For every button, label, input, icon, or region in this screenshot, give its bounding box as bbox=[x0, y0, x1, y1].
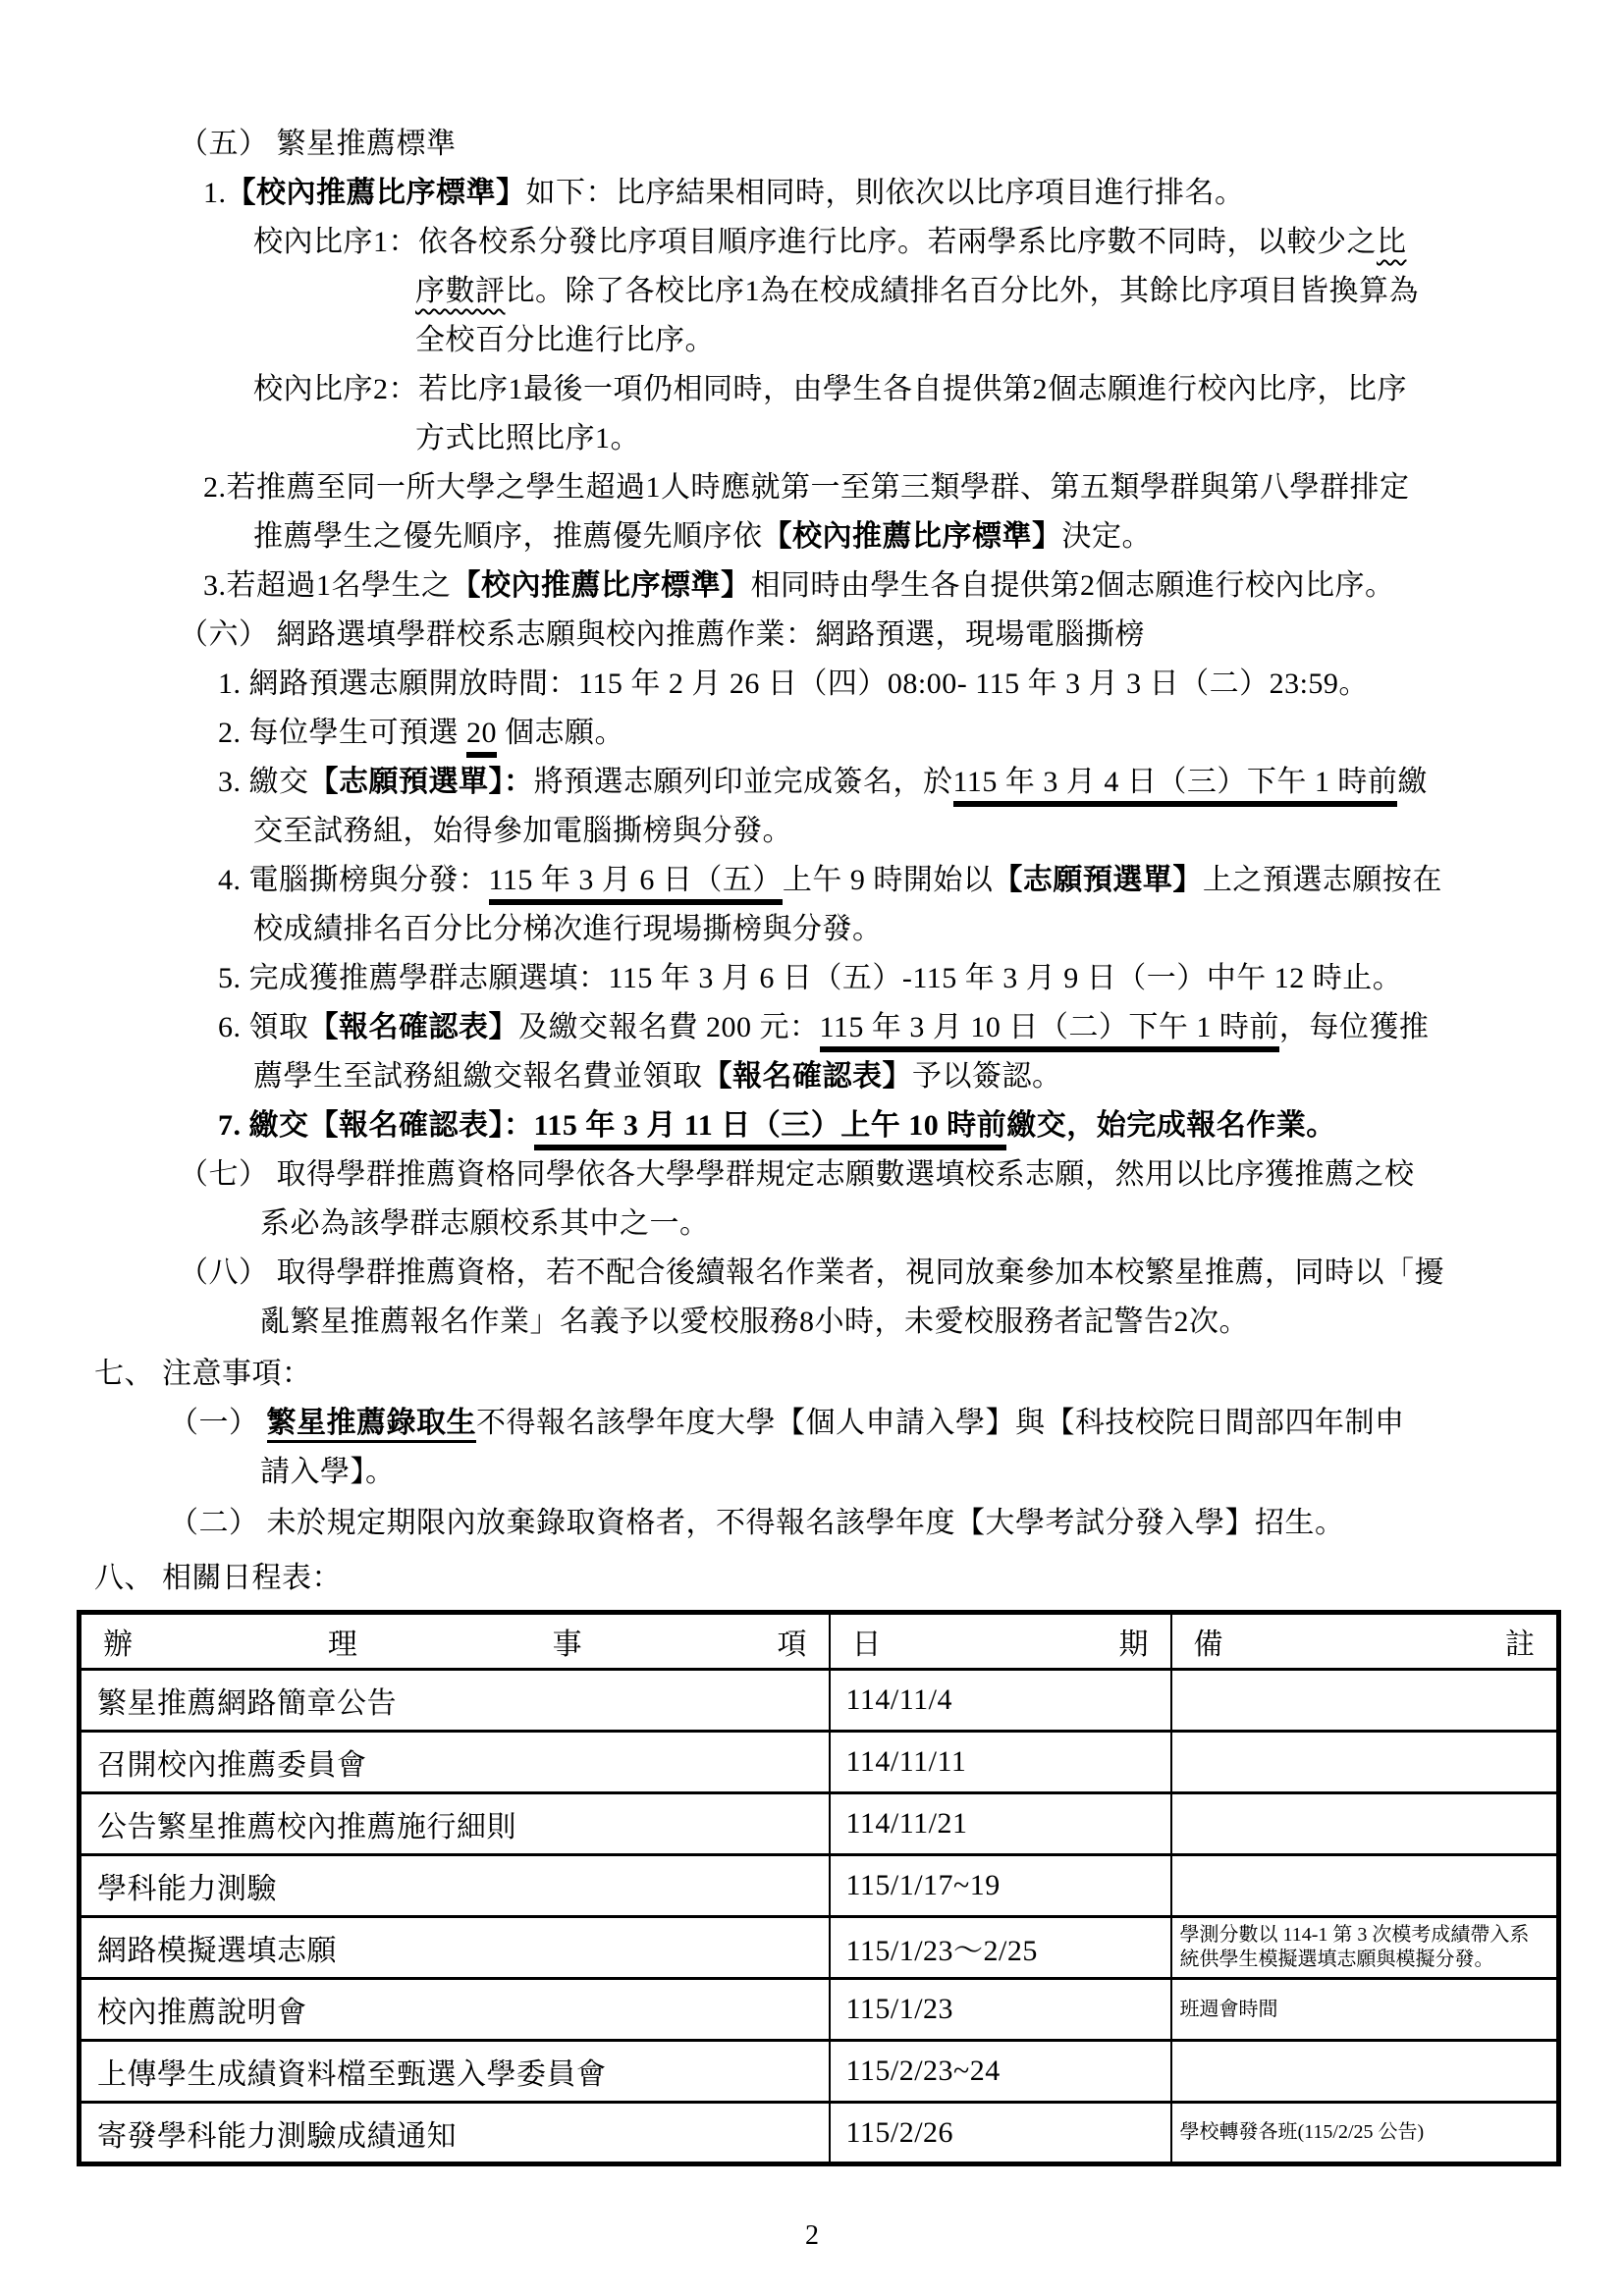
text-segment: 及繳交報名費 200 元： bbox=[518, 1011, 820, 1043]
text-segment: 比。除了各校比序1為在校成績排名百分比外，其餘比序項目皆換算為 bbox=[505, 275, 1419, 307]
rule-order-2-line-2 bbox=[415, 414, 640, 463]
date-text: 114/11/21 bbox=[845, 1807, 968, 1840]
notes-item-2 bbox=[169, 1499, 1345, 1548]
text-segment: 上之預選志願按在 bbox=[1202, 864, 1442, 896]
text-segment: 2.若推薦至同一所大學之學生超過1人時應就第一至第三類學群、第五類學群與第八學群排定 bbox=[203, 471, 1410, 504]
cell-note bbox=[1171, 1670, 1559, 1732]
text-segment: 決定。 bbox=[1061, 520, 1152, 553]
table-row bbox=[80, 1917, 1559, 1979]
cell-note bbox=[1171, 2103, 1559, 2164]
cell-note bbox=[1171, 1855, 1559, 1917]
text-segment: 7. 繳交【報名確認表】： bbox=[218, 1109, 534, 1142]
text-segment: 3. 繳交 bbox=[218, 766, 309, 798]
note-text: 班週會時間 bbox=[1179, 1998, 1278, 2020]
item-text: 學科能力測驗 bbox=[97, 1873, 277, 1905]
text-segment: 如下：比序結果相同時，則依次以比序項目進行排名。 bbox=[525, 177, 1245, 209]
item-text: 上傳學生成績資料檔至甄選入學委員會 bbox=[97, 2058, 607, 2091]
text-segment: 115 年 3 月 6 日（五） bbox=[489, 864, 783, 905]
text-segment: 校內比序1：依各校系分發比序項目順序進行比序。若兩學系比序數不同時，以較少之 bbox=[253, 226, 1377, 258]
text-segment: 【報名確認表】 bbox=[702, 1060, 912, 1093]
text-segment: 全校百分比進行比序。 bbox=[415, 324, 715, 356]
date-text: 114/11/11 bbox=[845, 1745, 967, 1778]
text-segment: 115 年 3 月 10 日（二）下午 1 時前 bbox=[820, 1011, 1279, 1052]
text-segment: 【校內推薦比序標準】 bbox=[226, 177, 526, 209]
text-segment: 相同時由學生各自提供第2個志願進行校內比序。 bbox=[750, 569, 1395, 602]
table-row bbox=[80, 2041, 1559, 2103]
header-char: 事 bbox=[552, 1629, 582, 1661]
note-text: 學校轉發各班(115/2/25 公告) bbox=[1179, 2121, 1425, 2143]
cell-note bbox=[1171, 1732, 1559, 1793]
header-label bbox=[831, 1620, 1170, 1663]
text-segment: （二） 未於規定期限內放棄錄取資格者，不得報名該學年度【大學考試分發入學】招生。 bbox=[169, 1507, 1345, 1539]
date-text: 115/2/26 bbox=[845, 2115, 954, 2149]
section-5-item-1 bbox=[203, 169, 1245, 218]
text-segment: （五） 繁星推薦標準 bbox=[179, 128, 457, 160]
text-segment: （七） 取得學群推薦資格同學依各大學學群規定志願數選填校系志願，然用以比序獲推薦之校 bbox=[179, 1158, 1415, 1191]
schedule-heading bbox=[94, 1554, 342, 1603]
cell-item bbox=[80, 1793, 830, 1855]
text-segment: 【校內推薦比序標準】 bbox=[762, 520, 1062, 553]
text-segment: 交至試務組，始得參加電腦撕榜與分發。 bbox=[253, 815, 792, 847]
text-segment: 系必為該學群志願校系其中之一。 bbox=[260, 1207, 710, 1240]
rule-order-2-line-1 bbox=[253, 365, 1407, 414]
text-segment: 不得報名該學年度大學【個人申請入學】與【科技校院日間部四年制申 bbox=[476, 1407, 1405, 1439]
text-segment: 【志願預選單】 bbox=[993, 864, 1203, 896]
schedule-header-col-note bbox=[1171, 1613, 1559, 1670]
text-segment: 請入學】。 bbox=[260, 1456, 396, 1488]
notes-item-1-line-2 bbox=[260, 1448, 396, 1497]
cell-note bbox=[1171, 2041, 1559, 2103]
text-segment: （一） bbox=[169, 1407, 267, 1439]
section-6-item-3-line-2 bbox=[253, 807, 792, 856]
header-char: 註 bbox=[1505, 1629, 1535, 1661]
header-char: 辦 bbox=[103, 1629, 133, 1661]
text-segment: 校成績排名百分比分梯次進行現場撕榜與分發。 bbox=[253, 913, 883, 945]
cell-item bbox=[80, 1917, 830, 1979]
text-segment: 薦學生至試務組繳交報名費並領取 bbox=[253, 1060, 703, 1093]
text-segment: 校內比序2：若比序1最後一項仍相同時，由學生各自提供第2個志願進行校內比序，比序 bbox=[253, 373, 1407, 405]
text-segment: 予以簽認。 bbox=[912, 1060, 1062, 1093]
text-segment: 2. 每位學生可預選 bbox=[218, 717, 466, 749]
rule-order-1-line-2 bbox=[415, 267, 1419, 316]
rule-order-1-line-1 bbox=[253, 218, 1407, 267]
schedule-header-col-date bbox=[830, 1613, 1171, 1670]
header-char: 期 bbox=[1118, 1629, 1149, 1661]
item-text: 召開校內推薦委員會 bbox=[97, 1749, 367, 1782]
section-5-item-2-line-1 bbox=[203, 463, 1410, 512]
text-segment: 115 年 3 月 11 日（三）上午 10 時前 bbox=[534, 1109, 1007, 1150]
section-6-item-4-line-1 bbox=[218, 856, 1442, 905]
section-7-heading-line-2 bbox=[260, 1200, 710, 1249]
header-label bbox=[81, 1620, 829, 1663]
table-row bbox=[80, 1670, 1559, 1732]
text-segment: 將預選志願列印並完成簽名，於 bbox=[533, 766, 953, 798]
header-char: 備 bbox=[1193, 1629, 1223, 1661]
text-segment: 5. 完成獲推薦學群志願選填：115 年 3 月 6 日（五）-115 年 3 月 9 日（一）中午 12 時止。 bbox=[218, 962, 1403, 994]
text-segment: 1. bbox=[203, 177, 227, 209]
text-segment: 6. 領取 bbox=[218, 1011, 309, 1043]
section-6-item-7 bbox=[218, 1101, 1336, 1150]
header-char: 理 bbox=[327, 1629, 357, 1661]
cell-note bbox=[1171, 1979, 1559, 2041]
cell-date bbox=[830, 1917, 1171, 1979]
section-5-item-2-line-2 bbox=[253, 512, 1152, 561]
notes-item-1-line-1 bbox=[169, 1399, 1405, 1448]
text-segment: 序數評 bbox=[415, 275, 506, 307]
cell-item bbox=[80, 1979, 830, 2041]
table-row bbox=[80, 1855, 1559, 1917]
text-segment: （八） 取得學群推薦資格，若不配合後續報名作業者，視同放棄參加本校繁星推薦，同時以「擾 bbox=[179, 1256, 1444, 1289]
cell-date bbox=[830, 1979, 1171, 2041]
text-segment: 比 bbox=[1377, 226, 1407, 258]
schedule-table-body bbox=[80, 1670, 1559, 2164]
text-segment: ，每位獲推 bbox=[1278, 1011, 1430, 1043]
text-segment: 七、 注意事項： bbox=[94, 1358, 312, 1390]
cell-date bbox=[830, 2103, 1171, 2164]
table-row bbox=[80, 1732, 1559, 1793]
section-6-item-4-line-2 bbox=[253, 905, 883, 954]
text-segment: 亂繁星推薦報名作業」名義予以愛校服務8小時，未愛校服務者記警告2次。 bbox=[260, 1306, 1249, 1338]
section-8-heading-line-1 bbox=[179, 1249, 1444, 1298]
cell-note bbox=[1171, 1793, 1559, 1855]
note-text: 學測分數以 114-1 第 3 次模考成績帶入系統供學生模擬選填志願與模擬分發。 bbox=[1179, 1924, 1530, 1970]
text-segment: 繁星推薦錄取生 bbox=[267, 1407, 477, 1443]
text-segment: 1. 網路預選志願開放時間：115 年 2 月 26 日（四）08:00- 115 年 3 月 3 日（二）23:59。 bbox=[218, 667, 1369, 700]
cell-date bbox=[830, 2041, 1171, 2103]
cell-item bbox=[80, 1855, 830, 1917]
text-segment: 繳交，始完成報名作業。 bbox=[1006, 1109, 1336, 1142]
table-row bbox=[80, 2103, 1559, 2164]
text-segment: 上午 9 時開始以 bbox=[782, 864, 994, 896]
text-segment: 推薦學生之優先順序，推薦優先順序依 bbox=[253, 520, 763, 553]
text-segment: 個志願。 bbox=[497, 717, 624, 749]
section-6-item-2 bbox=[218, 709, 624, 758]
section-7-heading-line-1 bbox=[179, 1150, 1415, 1200]
schedule-header-col-item bbox=[80, 1613, 830, 1670]
section-6-item-6-line-2 bbox=[253, 1052, 1062, 1101]
section-5-heading bbox=[179, 120, 457, 169]
item-text: 繁星推薦網路簡章公告 bbox=[97, 1687, 397, 1720]
text-segment: 方式比照比序1。 bbox=[415, 422, 640, 454]
cell-date bbox=[830, 1793, 1171, 1855]
text-segment: 4. 電腦撕榜與分發： bbox=[218, 864, 489, 896]
cell-item bbox=[80, 1670, 830, 1732]
schedule-table bbox=[77, 1610, 1561, 2166]
cell-date bbox=[830, 1670, 1171, 1732]
item-text: 網路模擬選填志願 bbox=[97, 1935, 337, 1967]
date-text: 115/1/23 bbox=[845, 1993, 954, 2025]
date-text: 114/11/4 bbox=[845, 1683, 952, 1716]
date-text: 115/1/23～2/25 bbox=[845, 1935, 1038, 1967]
text-segment: 【志願預選單】： bbox=[308, 766, 534, 798]
section-6-item-3-line-1 bbox=[218, 758, 1428, 807]
table-row bbox=[80, 1793, 1559, 1855]
header-label bbox=[1172, 1620, 1557, 1663]
cell-item bbox=[80, 2041, 830, 2103]
schedule-table-head-row bbox=[80, 1613, 1559, 1670]
page-number: 2 bbox=[805, 2220, 819, 2251]
date-text: 115/1/17~19 bbox=[845, 1869, 1001, 1901]
section-8-heading-line-2 bbox=[260, 1298, 1249, 1347]
text-segment: 八、 相關日程表： bbox=[94, 1562, 342, 1594]
item-text: 寄發學科能力測驗成績通知 bbox=[97, 2119, 457, 2153]
cell-date bbox=[830, 1732, 1171, 1793]
text-segment: 115 年 3 月 4 日（三）下午 1 時前 bbox=[953, 766, 1398, 807]
header-char: 日 bbox=[851, 1629, 882, 1661]
cell-note bbox=[1171, 1917, 1559, 1979]
header-char: 項 bbox=[777, 1629, 807, 1661]
section-5-item-3 bbox=[203, 561, 1395, 611]
text-segment: （六） 網路選填學群校系志願與校內推薦作業：網路預選，現場電腦撕榜 bbox=[179, 618, 1145, 651]
section-6-item-5 bbox=[218, 954, 1402, 1003]
text-segment: 繳 bbox=[1397, 766, 1428, 798]
cell-item bbox=[80, 2103, 830, 2164]
item-text: 校內推薦說明會 bbox=[97, 1997, 307, 2029]
cell-date bbox=[830, 1855, 1171, 1917]
notes-heading bbox=[94, 1350, 312, 1399]
text-segment: 【校內推薦比序標準】 bbox=[451, 569, 751, 602]
section-6-item-6-line-1 bbox=[218, 1003, 1429, 1052]
item-text: 公告繁星推薦校內推薦施行細則 bbox=[97, 1811, 516, 1843]
text-segment: 20 bbox=[466, 717, 497, 758]
section-6-heading bbox=[179, 611, 1145, 660]
section-6-item-1 bbox=[218, 660, 1369, 709]
text-segment: 【報名確認表】 bbox=[308, 1011, 518, 1043]
date-text: 115/2/23~24 bbox=[845, 2055, 1001, 2087]
rule-order-1-line-3 bbox=[415, 316, 715, 365]
table-row bbox=[80, 1979, 1559, 2041]
cell-item bbox=[80, 1732, 830, 1793]
text-segment: 3.若超過1名學生之 bbox=[203, 569, 452, 602]
